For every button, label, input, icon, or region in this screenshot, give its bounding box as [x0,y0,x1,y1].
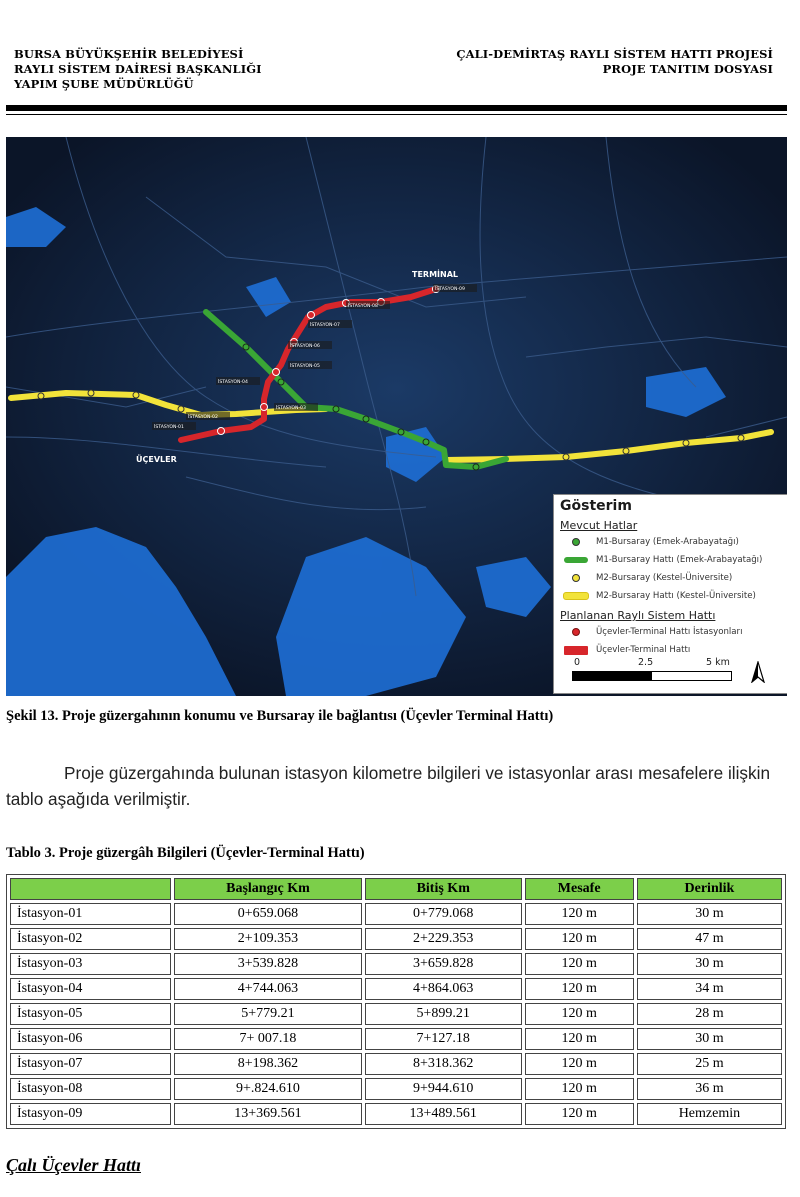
table-cell: 0+779.068 [365,903,522,925]
red-line-icon [564,646,588,655]
legend-item-label: Üçevler-Terminal Hattı [596,645,691,655]
table-cell: 120 m [525,1103,634,1125]
table-caption: Tablo 3. Proje güzergâh Bilgileri (Üçevler-Terminal Hattı) [6,845,365,861]
table-cell: 0+659.068 [174,903,362,925]
table-cell: İstasyon-07 [10,1053,171,1075]
table-cell: İstasyon-05 [10,1003,171,1025]
table-row [10,903,782,925]
table-row [10,928,782,950]
green-dot-icon [572,538,580,546]
table-cell: 13+369.561 [174,1103,362,1125]
table-cell: 5+779.21 [174,1003,362,1025]
header-rule-thin [6,114,787,115]
scale-bar [572,671,732,681]
table-cell: 36 m [637,1078,782,1100]
table-cell: 30 m [637,1028,782,1050]
table-cell: 8+318.362 [365,1053,522,1075]
table-cell: 120 m [525,953,634,975]
table-row [10,1028,782,1050]
section-heading: Çalı Üçevler Hattı [6,1155,141,1175]
figure-caption: Şekil 13. Proje güzergahının konumu ve Bursaray ile bağlantısı (Üçevler Terminal Hattı) [6,708,554,724]
label-station-09: İSTASYON-09 [435,287,465,292]
header-right-line-1: ÇALI-DEMİRTAŞ RAYLI SİSTEM HATTI PROJESİ [456,47,773,61]
scale-label-0: 0 [574,657,581,668]
column-header [10,878,171,900]
column-header: Derinlik [637,878,782,900]
header-rule-thick [6,105,787,111]
table-cell: 30 m [637,953,782,975]
label-ucevler: ÜÇEVLER [136,455,177,464]
legend-planned-heading: Planlanan Raylı Sistem Hattı [560,609,716,622]
legend-item-planned-line [562,645,690,655]
table-cell: 120 m [525,1003,634,1025]
label-station-01: İSTASYON-01 [154,425,184,430]
table-row [10,1078,782,1100]
table-cell: 9+.824.610 [174,1078,362,1100]
table-cell: 4+744.063 [174,978,362,1000]
header-left-line-3: YAPIM ŞUBE MÜDÜRLÜĞÜ [14,77,194,91]
header-left [14,47,262,92]
table-cell: 120 m [525,978,634,1000]
table-cell: İstasyon-08 [10,1078,171,1100]
label-station-06: İSTASYON-06 [290,344,320,349]
table-cell: 3+539.828 [174,953,362,975]
body-paragraph: Proje güzergahında bulunan istasyon kilometre bilgileri ve istasyonlar arası mesafelere ilişkin tablo aşağıda verilmiştir. [6,763,770,809]
table-cell: 3+659.828 [365,953,522,975]
table-cell: 120 m [525,903,634,925]
table-cell: İstasyon-01 [10,903,171,925]
yellow-dot-icon [572,574,580,582]
header-right [456,47,773,77]
column-header: Başlangıç Km [174,878,362,900]
north-arrow-icon [750,661,766,683]
label-station-04: İSTASYON-04 [218,380,248,385]
table-cell: Hemzemin [637,1103,782,1125]
table-cell: 28 m [637,1003,782,1025]
table-cell: 25 m [637,1053,782,1075]
column-header: Mesafe [525,878,634,900]
route-map [6,137,787,696]
table-cell: İstasyon-09 [10,1103,171,1125]
table-row [10,953,782,975]
table-cell: 120 m [525,1053,634,1075]
table-cell: İstasyon-03 [10,953,171,975]
table-cell: İstasyon-02 [10,928,171,950]
table-cell: 4+864.063 [365,978,522,1000]
table-cell: 8+198.362 [174,1053,362,1075]
scale-label-end: 5 km [706,657,730,668]
table-cell: 13+489.561 [365,1103,522,1125]
table-row [10,1053,782,1075]
table-cell: 120 m [525,1078,634,1100]
table-cell: İstasyon-06 [10,1028,171,1050]
red-dot-icon [572,628,580,636]
legend-item-m2-station [562,573,732,583]
label-station-02: İSTASYON-02 [188,415,218,420]
legend-item-label: M2-Bursaray Hattı (Kestel-Üniversite) [596,591,756,601]
legend-item-label: M1-Bursaray (Emek-Arabayatağı) [596,537,739,547]
table-header-row [10,878,782,900]
label-station-08: İSTASYON-08 [348,304,378,309]
table-row [10,1003,782,1025]
table-cell: İstasyon-04 [10,978,171,1000]
legend-item-planned-station [562,627,742,637]
table-cell: 120 m [525,1028,634,1050]
route-info-table [6,874,786,1129]
table-cell: 34 m [637,978,782,1000]
legend-existing-heading: Mevcut Hatlar [560,519,638,532]
table-cell: 2+109.353 [174,928,362,950]
legend-item-label: M2-Bursaray (Kestel-Üniversite) [596,573,733,583]
label-station-03: İSTASYON-03 [276,406,306,411]
legend-item-label: M1-Bursaray Hattı (Emek-Arabayatağı) [596,555,763,565]
table-cell: 7+127.18 [365,1028,522,1050]
map-legend [553,494,787,694]
legend-item-m1-line [562,555,762,565]
header-left-line-2: RAYLI SİSTEM DAİRESİ BAŞKANLIĞI [14,62,262,76]
header-left-line-1: BURSA BÜYÜKŞEHİR BELEDİYESİ [14,47,244,61]
table-cell: 5+899.21 [365,1003,522,1025]
scale-label-mid: 2.5 [638,657,654,668]
table-row [10,978,782,1000]
legend-item-m1-station [562,537,739,547]
label-station-07: İSTASYON-07 [310,323,340,328]
table-cell: 7+ 007.18 [174,1028,362,1050]
yellow-line-icon [563,592,589,600]
label-station-05: İSTASYON-05 [290,364,320,369]
legend-title: Gösterim [560,498,632,514]
table-row [10,1103,782,1125]
table-cell: 120 m [525,928,634,950]
label-terminal: TERMİNAL [412,270,459,279]
table-cell: 47 m [637,928,782,950]
header-right-line-2: PROJE TANITIM DOSYASI [602,62,773,76]
column-header: Bitiş Km [365,878,522,900]
green-line-icon [564,557,588,563]
legend-item-m2-line [562,591,756,601]
table-cell: 2+229.353 [365,928,522,950]
table-cell: 30 m [637,903,782,925]
legend-item-label: Üçevler-Terminal Hattı İstasyonları [596,627,743,637]
table-cell: 9+944.610 [365,1078,522,1100]
